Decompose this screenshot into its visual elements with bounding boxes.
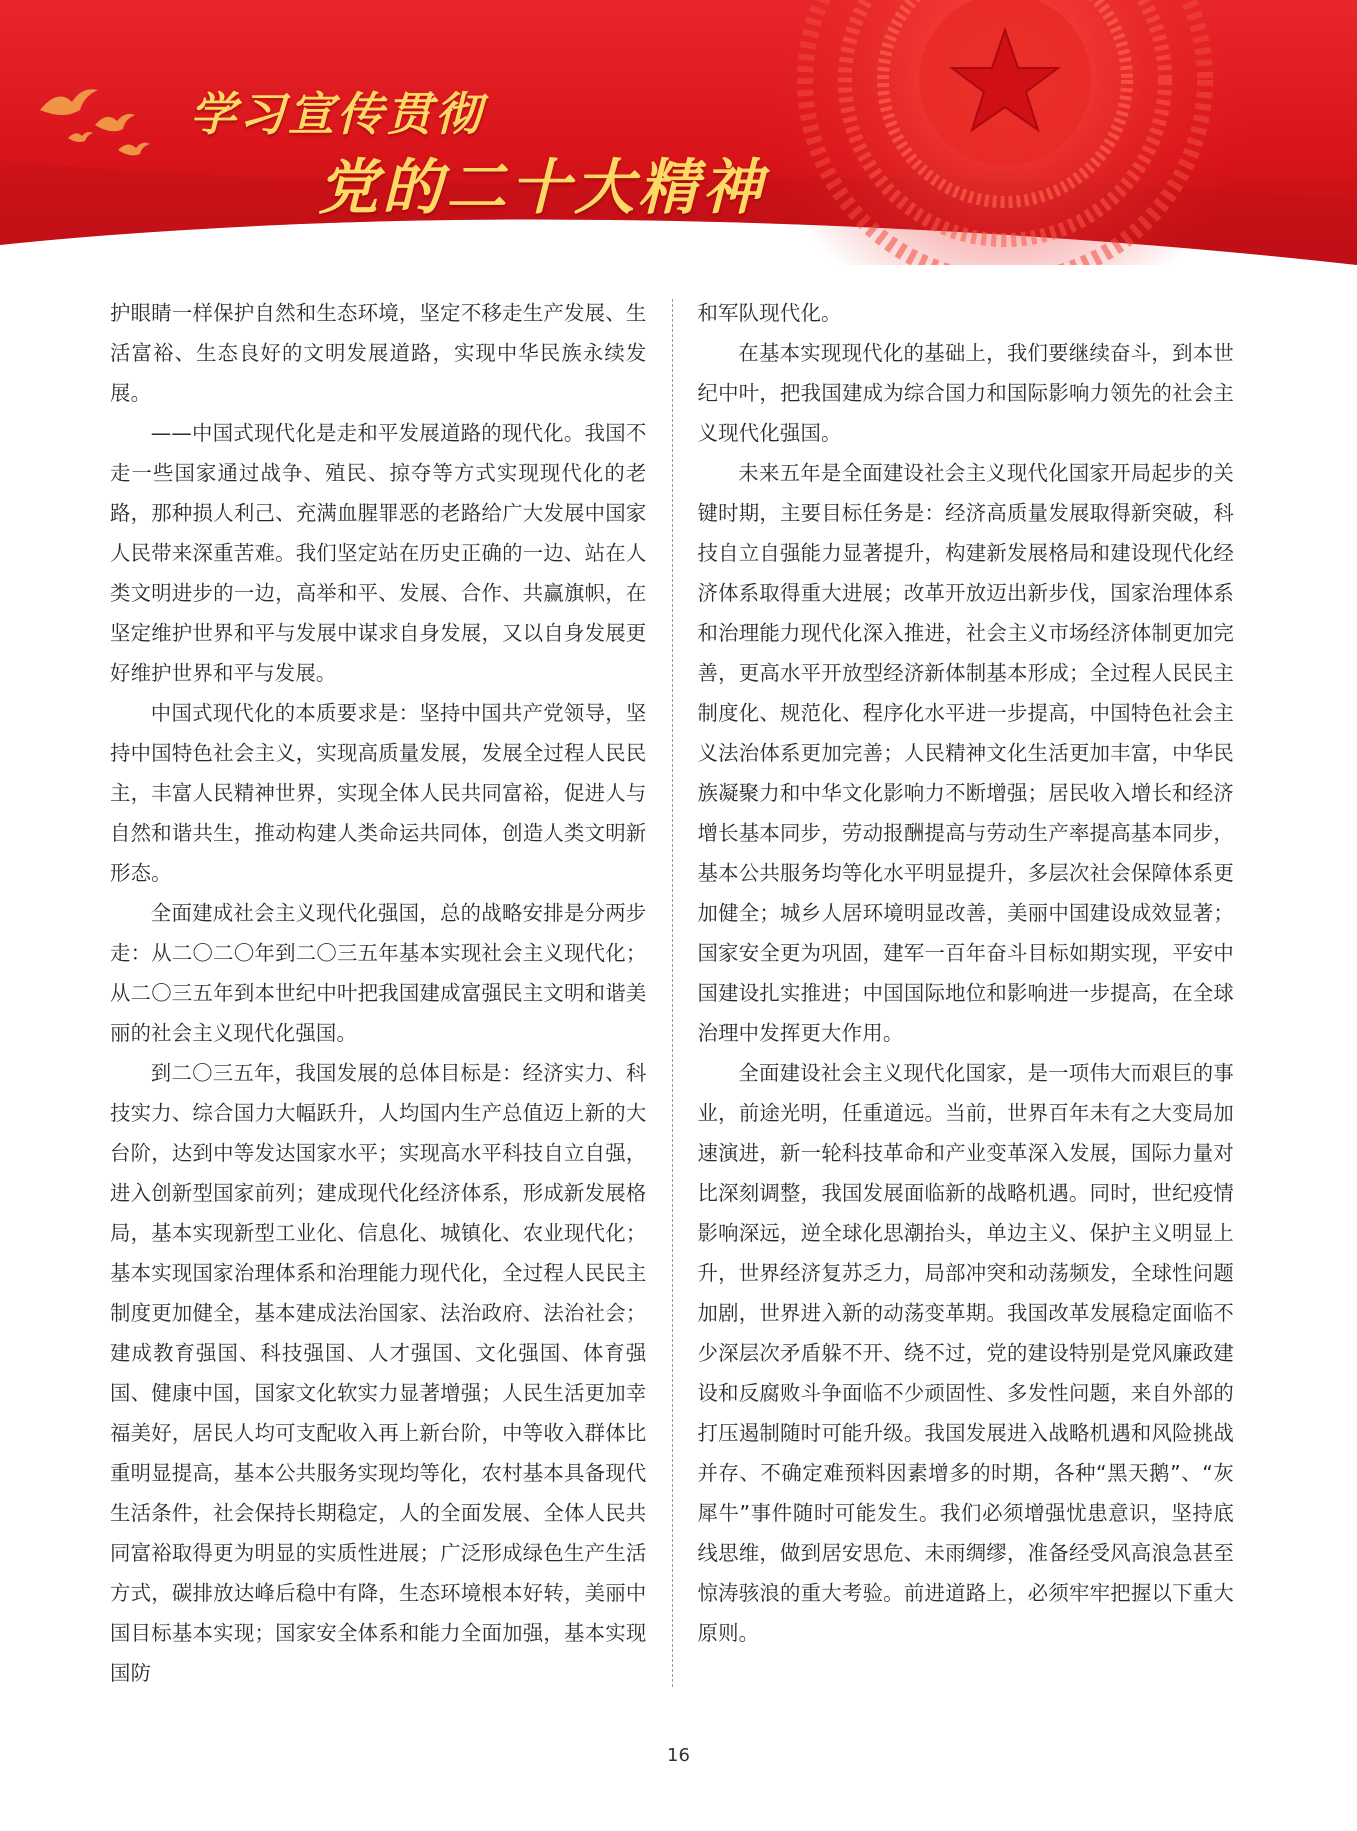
paragraph: 和军队现代化。 [697, 301, 842, 325]
paragraph: ——中国式现代化是走和平发展道路的现代化。我国不走一些国家通过战争、殖民、掠夺等方式实现现代化的老路，那种损人利己、充满血腥罪恶的老路给广大发展中国家人民带来深重苦难。我们坚定站在历史正确的一边、站在人类文明进步的一边，高举和平、发展、合作、共赢旗帜，在坚定维护世界和平与发展中谋求自身发展，又以自身发展更好维护世界和平与发展。 [110, 421, 647, 685]
emblem-decoration [755, 0, 1255, 265]
column-divider [672, 299, 673, 1687]
paragraph: 在基本实现现代化的基础上，我们要继续奋斗，到本世纪中叶，把我国建成为综合国力和国际影响力领先的社会主义现代化强国。 [697, 341, 1234, 445]
paragraph: 中国式现代化的本质要求是：坚持中国共产党领导，坚持中国特色社会主义，实现高质量发展，发展全过程人民民主，丰富人民精神世界，实现全体人民共同富裕，促进人与自然和谐共生，推动构建人类命运共同体，创造人类文明新形态。 [110, 701, 647, 885]
paragraph: 全面建成社会主义现代化强国，总的战略安排是分两步走：从二〇二〇年到二〇三五年基本实现社会主义现代化；从二〇三五年到本世纪中叶把我国建成富强民主文明和谐美丽的社会主义现代化强国。 [110, 901, 647, 1045]
header-title-line1: 学习宣传贯彻 [190, 87, 484, 141]
paragraph: 全面建设社会主义现代化国家，是一项伟大而艰巨的事业，前途光明，任重道远。当前，世界百年未有之大变局加速演进，新一轮科技革命和产业变革深入发展，国际力量对比深刻调整，我国发展面临新的战略机遇。同时，世纪疫情影响深远，逆全球化思潮抬头，单边主义、保护主义明显上升，世界经济复苏乏力，局部冲突和动荡频发，全球性问题加剧，世界进入新的动荡变革期。我国改革发展稳定面临不少深层次矛盾躲不开、绕不过，党的建设特别是党风廉政建设和反腐败斗争面临不少顽固性、多发性问题，来自外部的打压遏制随时可能升级。我国发展进入战略机遇和风险挑战并存、不确定难预料因素增多的时期，各种“黑天鹅”、“灰犀牛”事件随时可能发生。我们必须增强忧患意识，坚持底线思维，做到居安思危、未雨绸缪，准备经受风高浪急甚至惊涛骇浪的重大考验。前进道路上，必须牢牢把握以下重大原则。 [697, 1061, 1234, 1645]
page-number: 16 [667, 1745, 690, 1766]
article-body [110, 293, 1234, 1693]
paragraph: 到二〇三五年，我国发展的总体目标是：经济实力、科技实力、综合国力大幅跃升，人均国内生产总值迈上新的大台阶，达到中等发达国家水平；实现高水平科技自立自强，进入创新型国家前列；建成现代化经济体系，形成新发展格局，基本实现新型工业化、信息化、城镇化、农业现代化；基本实现国家治理体系和治理能力现代化，全过程人民民主制度更加健全，基本建成法治国家、法治政府、法治社会；建成教育强国、科技强国、人才强国、文化强国、体育强国、健康中国，国家文化软实力显著增强；人民生活更加幸福美好，居民人均可支配收入再上新台阶，中等收入群体比重明显提高，基本公共服务实现均等化，农村基本具备现代生活条件，社会保持长期稳定，人的全面发展、全体人民共同富裕取得更为明显的实质性进展；广泛形成绿色生产生活方式，碳排放达峰后稳中有降，生态环境根本好转，美丽中国目标基本实现；国家安全体系和能力全面加强，基本实现国防 [110, 1061, 647, 1685]
paragraph: 护眼睛一样保护自然和生态环境，坚定不移走生产发展、生活富裕、生态良好的文明发展道路，实现中华民族永续发展。 [110, 301, 647, 405]
header-title-line2: 党的二十大精神 [318, 153, 766, 223]
paragraph: 未来五年是全面建设社会主义现代化国家开局起步的关键时期，主要目标任务是：经济高质量发展取得新突破，科技自立自强能力显著提升，构建新发展格局和建设现代化经济体系取得重大进展；改革开放迈出新步伐，国家治理体系和治理能力现代化深入推进，社会主义市场经济体制更加完善，更高水平开放型经济新体制基本形成；全过程人民民主制度化、规范化、程序化水平进一步提高，中国特色社会主义法治体系更加完善；人民精神文化生活更加丰富，中华民族凝聚力和中华文化影响力不断增强；居民收入增长和经济增长基本同步，劳动报酬提高与劳动生产率提高基本同步，基本公共服务均等化水平明显提升，多层次社会保障体系更加健全；城乡人居环境明显改善，美丽中国建设成效显著；国家安全更为巩固，建军一百年奋斗目标如期实现，平安中国建设扎实推进；中国国际地位和影响进一步提高，在全球治理中发挥更大作用。 [697, 461, 1234, 1045]
left-column [110, 293, 647, 1693]
header-banner [0, 0, 1357, 265]
right-column [698, 293, 1235, 1693]
